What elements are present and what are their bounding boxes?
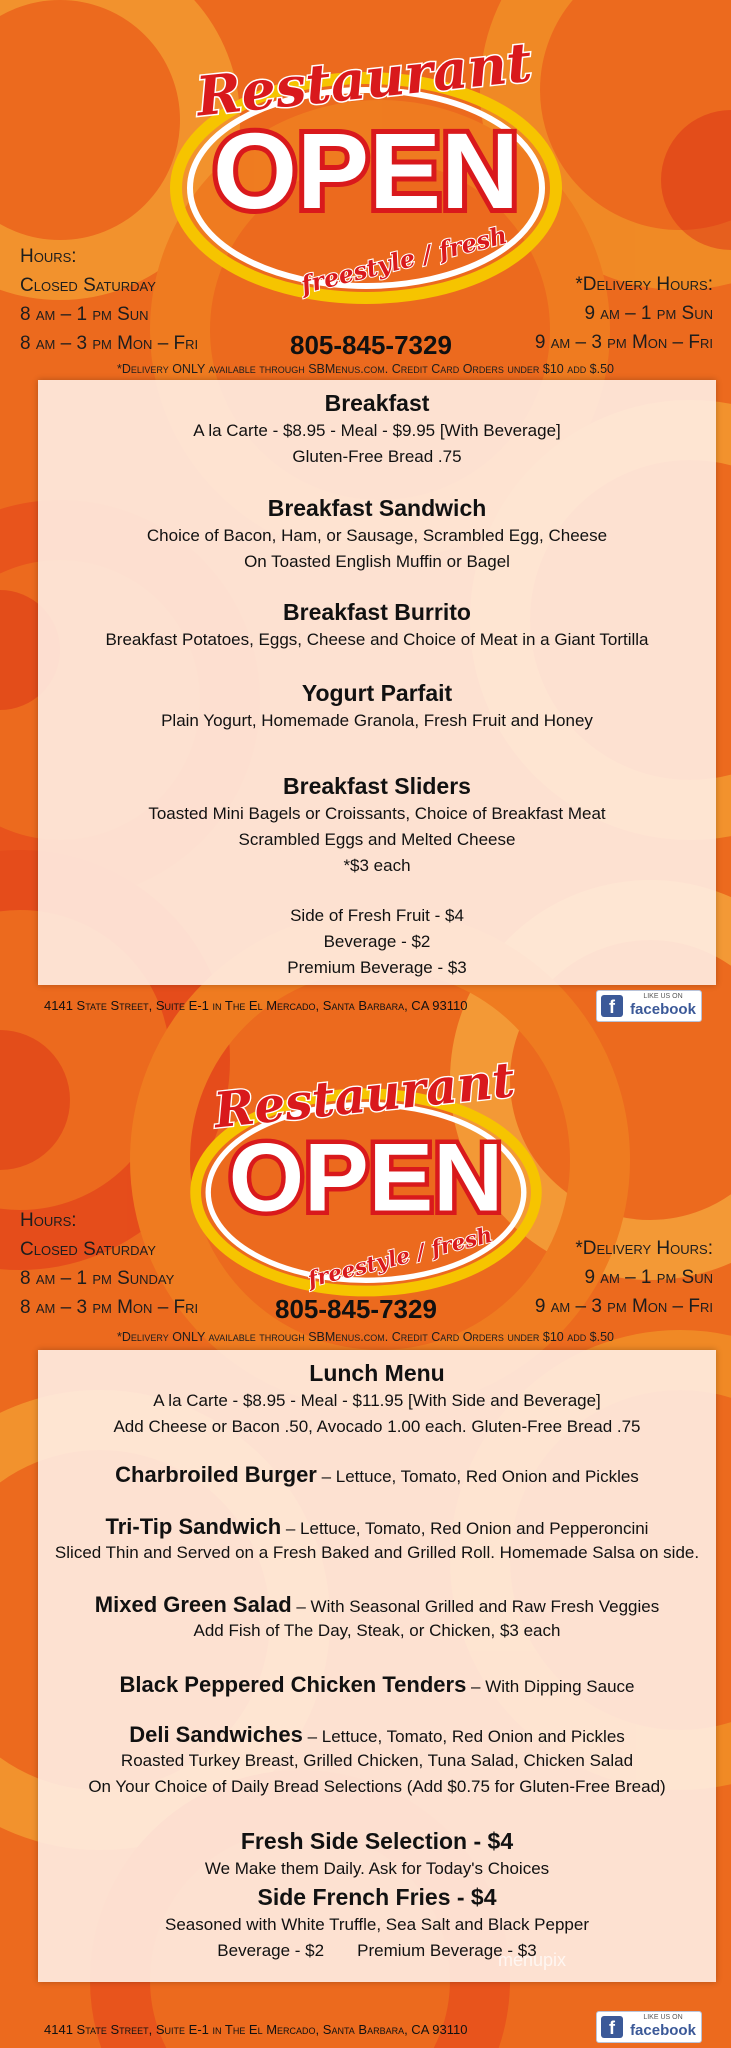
lunch-intro-line: A la Carte - $8.95 - Meal - $11.95 [With Side and Beverage]: [153, 1391, 601, 1410]
logo-open-word: OPEN: [212, 110, 519, 231]
breakfast-sides: [38, 903, 716, 981]
lunch-item-line: Roasted Turkey Breast, Grilled Chicken, Tuna Salad, Chicken Salad: [120, 1751, 634, 1770]
logo-open-word: OPEN: [228, 1122, 503, 1232]
lunch-item-tenders: [38, 1672, 716, 1698]
beverage-line: [38, 1938, 716, 1964]
breakfast-section: [38, 388, 716, 470]
delivery-line: 9 am – 1 pm Sun: [584, 303, 713, 324]
section-line: On Toasted English Muffin or Bagel: [244, 552, 510, 571]
delivery-line: *Delivery Hours:: [575, 274, 713, 295]
facebook-label: facebook: [630, 1001, 696, 1018]
lunch-item-name: Mixed Green Salad: [94, 1592, 292, 1617]
lunch-item-name: Deli Sandwiches: [129, 1722, 303, 1747]
hours-line: 8 am – 1 pm Sun: [20, 304, 149, 325]
facebook-like-label: LIKE US ON: [643, 2014, 683, 2021]
hours-line: 8 am – 3 pm Mon – Fri: [20, 1297, 199, 1318]
hours-line: Hours:: [20, 1210, 77, 1231]
side-line: Side of Fresh Fruit - $4: [290, 906, 464, 925]
lunch-item-salad: [38, 1592, 716, 1644]
section-line: Toasted Mini Bagels or Croissants, Choice of Breakfast Meat: [148, 804, 606, 823]
section-line: Breakfast Potatoes, Eggs, Cheese and Choice of Meat in a Giant Tortilla: [105, 630, 649, 649]
hours-right-bottom: [535, 1234, 713, 1321]
lunch-item-burger: [38, 1462, 716, 1488]
facebook-label: facebook: [630, 2022, 696, 2039]
section-title: Yogurt Parfait: [301, 680, 453, 706]
breakfast-burrito-section: [38, 597, 716, 653]
lunch-item-line: Sliced Thin and Served on a Fresh Baked and Grilled Roll. Homemade Salsa on side.: [54, 1543, 700, 1562]
hours-line: 8 am – 1 pm Sunday: [20, 1268, 175, 1289]
lunch-item-desc: – Lettuce, Tomato, Red Onion and Pepperoncini: [281, 1519, 649, 1538]
facebook-icon: f: [601, 995, 623, 1017]
lunch-item-desc: – With Seasonal Grilled and Raw Fresh Veggies: [291, 1597, 660, 1616]
lunch-item-desc: – Lettuce, Tomato, Red Onion and Pickles: [302, 1727, 625, 1746]
breakfast-sliders-section: [38, 771, 716, 879]
delivery-line: *Delivery Hours:: [575, 1238, 713, 1259]
fries-title: Side French Fries - $4: [257, 1884, 497, 1910]
premium-beverage: Premium Beverage - $3: [357, 1941, 537, 1960]
section-line: Scrambled Eggs and Melted Cheese: [238, 830, 516, 849]
lunch-sides: [38, 1826, 716, 1964]
section-title: Breakfast Burrito: [283, 599, 471, 625]
delivery-note-bottom: *Delivery ONLY available through SBMenus.com. Credit Card Orders under $10 add $.50: [116, 1330, 615, 1344]
lunch-item-line: On Your Choice of Daily Bread Selections (Add $0.75 for Gluten-Free Bread): [88, 1777, 666, 1796]
lunch-item-name: Black Peppered Chicken Tenders: [119, 1672, 467, 1697]
hours-line: 8 am – 3 pm Mon – Fri: [20, 333, 199, 354]
hours-right-top: [535, 270, 713, 357]
yogurt-parfait-section: [38, 678, 716, 734]
restaurant-open-logo: [176, 1040, 556, 1300]
section-line: Gluten-Free Bread .75: [292, 447, 462, 466]
lunch-intro-line: Add Cheese or Bacon .50, Avocado 1.00 each. Gluten-Free Bread .75: [113, 1417, 641, 1436]
delivery-line: 9 am – 3 pm Mon – Fri: [534, 1296, 713, 1317]
address-bottom: 4141 State Street, Suite E-1 in The El Mercado, Santa Barbara, CA 93110: [44, 2022, 468, 2037]
phone-number-top[interactable]: 805-845-7329: [290, 330, 452, 360]
logo-script-word: Restaurant: [192, 29, 535, 129]
side-desc: We Make them Daily. Ask for Today's Choices: [204, 1859, 550, 1878]
lunch-item-desc: – With Dipping Sauce: [466, 1677, 635, 1696]
section-line: Choice of Bacon, Ham, or Sausage, Scrambled Egg, Cheese: [146, 526, 608, 545]
hours-line: Closed Saturday: [20, 1239, 156, 1260]
phone-number-bottom[interactable]: 805-845-7329: [275, 1294, 437, 1324]
lunch-item-tri-tip: [38, 1514, 716, 1566]
section-line: *$3 each: [343, 856, 411, 875]
side-line: Premium Beverage - $3: [287, 958, 467, 977]
logo-tagline: freestyle / fresh: [305, 1222, 495, 1293]
section-line: Plain Yogurt, Homemade Granola, Fresh Fruit and Honey: [161, 711, 593, 730]
side-title: Fresh Side Selection - $4: [240, 1828, 514, 1854]
breakfast-sandwich-section: [38, 493, 716, 575]
section-line: A la Carte - $8.95 - Meal - $9.95 [With Beverage]: [193, 421, 561, 440]
lunch-item-name: Tri-Tip Sandwich: [105, 1514, 282, 1539]
delivery-line: 9 am – 1 pm Sun: [584, 1267, 713, 1288]
address-top: 4141 State Street, Suite E-1 in The El Mercado, Santa Barbara, CA 93110: [44, 998, 468, 1013]
lunch-panel: [38, 1350, 716, 1982]
hours-left-top: [20, 242, 198, 358]
facebook-badge-bottom[interactable]: [596, 2011, 702, 2043]
hours-left-bottom: [20, 1206, 198, 1322]
hours-line: Hours:: [20, 246, 77, 267]
breakfast-panel: [38, 380, 716, 985]
lunch-item-desc: – Lettuce, Tomato, Red Onion and Pickles: [316, 1467, 639, 1486]
lunch-item-line: Add Fish of The Day, Steak, or Chicken, $3 each: [193, 1621, 561, 1640]
delivery-note-top: *Delivery ONLY available through SBMenus.com. Credit Card Orders under $10 add $.50: [116, 362, 615, 376]
lunch-intro: [38, 1358, 716, 1440]
restaurant-open-logo: [156, 18, 576, 308]
facebook-icon: f: [601, 2016, 623, 2038]
section-title: Breakfast Sandwich: [267, 495, 487, 521]
beverage: Beverage - $2: [217, 1941, 325, 1960]
lunch-item-name: Charbroiled Burger: [115, 1462, 317, 1487]
side-line: Beverage - $2: [323, 932, 431, 951]
section-title: Breakfast: [324, 390, 430, 416]
fries-desc: Seasoned with White Truffle, Sea Salt and Black Pepper: [165, 1915, 589, 1934]
logo-script-word: Restaurant: [210, 1052, 517, 1140]
section-title: Breakfast Sliders: [283, 773, 471, 799]
facebook-badge-top[interactable]: [596, 990, 702, 1022]
lunch-title: Lunch Menu: [309, 1360, 445, 1386]
lunch-item-deli: [38, 1722, 716, 1800]
logo-tagline: freestyle / fresh: [297, 220, 510, 300]
hours-line: Closed Saturday: [20, 275, 156, 296]
delivery-line: 9 am – 3 pm Mon – Fri: [534, 332, 713, 353]
watermark: menupix: [498, 1950, 567, 1970]
facebook-like-label: LIKE US ON: [643, 993, 683, 1000]
